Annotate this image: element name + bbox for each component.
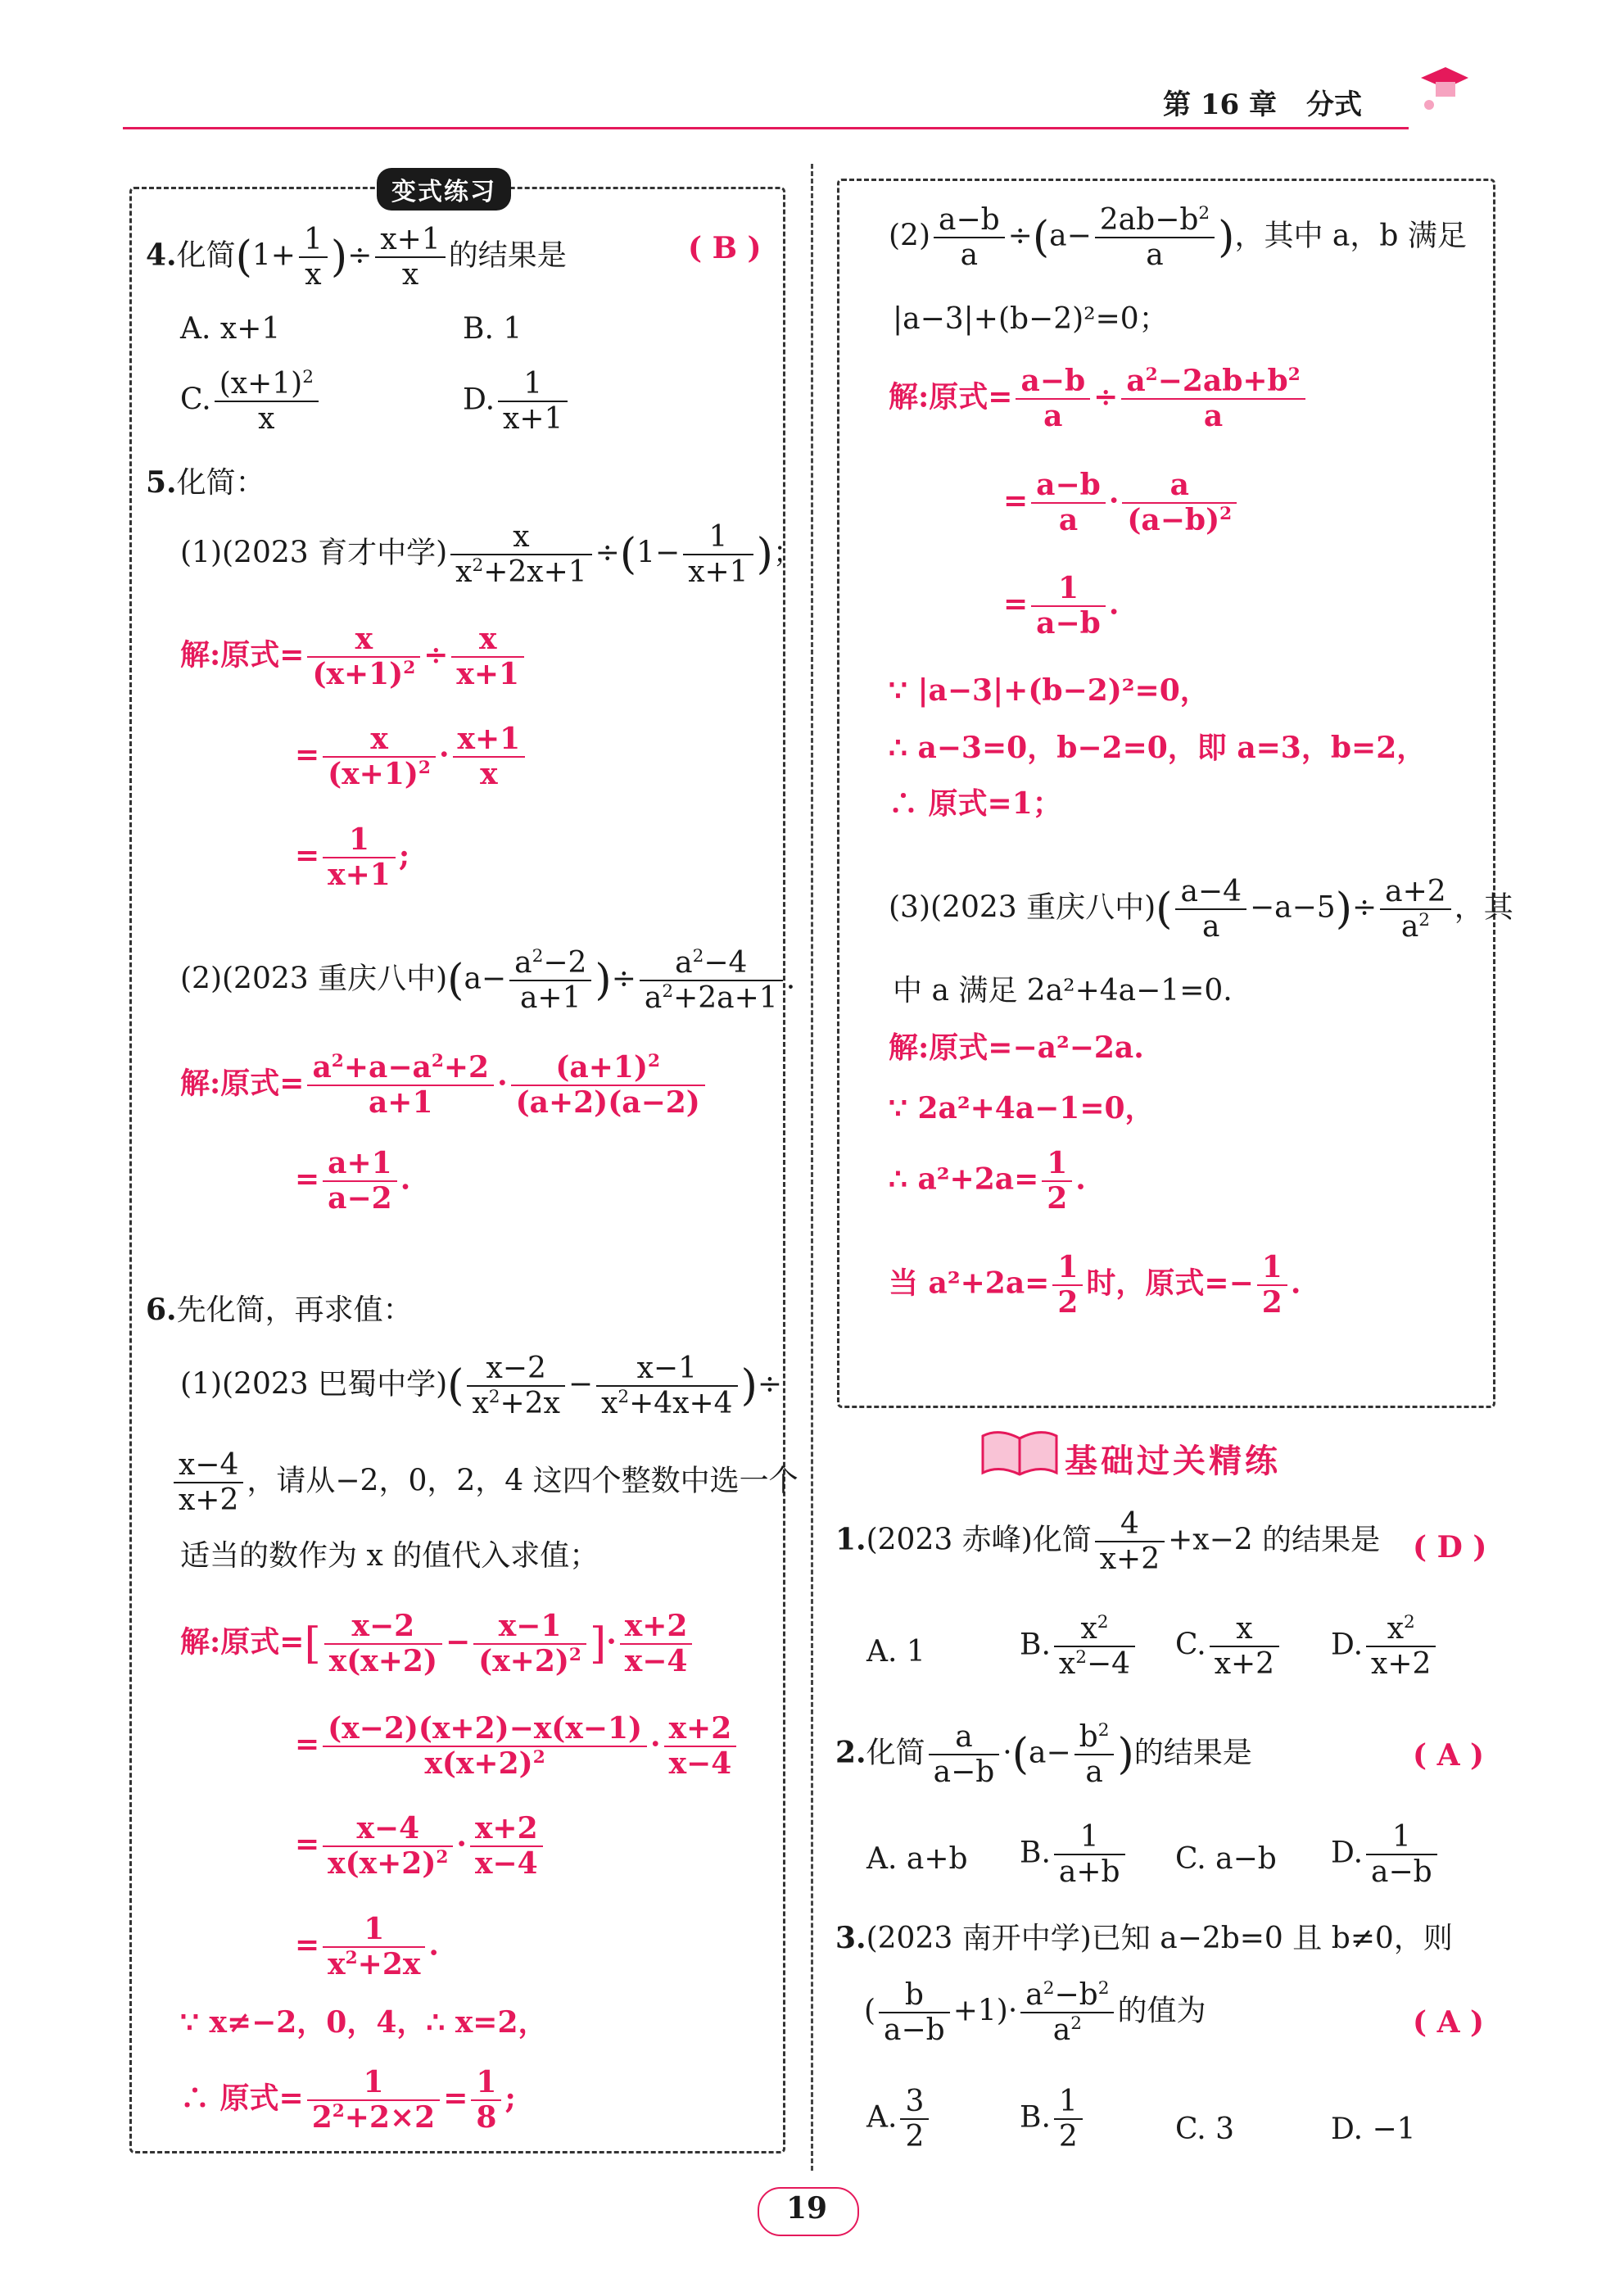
b3-option-a: A. $\frac{3}{2}$ bbox=[866, 2085, 932, 2154]
q4-option-c: C. $\frac{(x+1)^2}{x}$ bbox=[180, 367, 322, 437]
section-title: 基础过关精练 bbox=[1065, 1442, 1281, 1480]
column-divider bbox=[811, 164, 813, 2171]
chapter-label: 第 16 章 bbox=[1163, 88, 1277, 121]
q6-solution-4: = $\frac{1}{x^2+2x}$ . bbox=[295, 1912, 439, 1982]
rb-p3-step-1: ∵ 2a²+4a−1=0， bbox=[889, 1091, 1155, 1125]
rb-p3-step-2: ∴ a²+2a= $\frac{1}{2}$ . bbox=[889, 1146, 1086, 1216]
q6-title: 6.先化简，再求值： bbox=[146, 1293, 413, 1327]
rb-p2-step-2: ∴ a−3=0，b−2=0，即 a=3，b=2， bbox=[889, 731, 1427, 765]
b3-option-d: D. −1 bbox=[1331, 2113, 1416, 2146]
b3-option-b: B. $\frac{1}{2}$ bbox=[1020, 2085, 1086, 2154]
q4-line: 4.化简(1+ $\frac{1}{x}$ )÷ $\frac{x+1}{x}$ 的结果是 bbox=[146, 223, 567, 292]
q6-condition: ∵ x≠−2，0，4，∴ x=2， bbox=[180, 2005, 548, 2040]
rb-p2-step-3: ∴ 原式=1； bbox=[889, 786, 1062, 821]
b2-option-b: B. $\frac{1}{a+b}$ bbox=[1020, 1820, 1129, 1890]
b3-option-c: C. 3 bbox=[1175, 2113, 1235, 2146]
rb-part3-cond: 中 a 满足 2a²+4a−1=0. bbox=[893, 974, 1233, 1008]
rb-p2-solution-1: 解:原式= $\frac{a-b}{a}$ ÷ $\frac{a^2-2ab+b^2}{a}$ bbox=[889, 365, 1309, 434]
rb-part2: (2) $\frac{a-b}{a}$ ÷(a− $\frac{2ab-b^2}{a}$ )，其中 a，b 满足 bbox=[889, 203, 1467, 273]
q5-p2-solution-2: = $\frac{a+1}{a-2}$ . bbox=[295, 1146, 411, 1216]
b1-option-d: D. $\frac{x^2}{x+2}$ bbox=[1331, 1612, 1439, 1682]
rb-part2-cond: |a−3|+(b−2)²=0； bbox=[893, 302, 1169, 336]
b3-line2: ( $\frac{b}{a-b}$ +1)· $\frac{a^2-b^2}{a^2}$ 的值为 bbox=[864, 1978, 1206, 2048]
q6-part1: (1)(2023 巴蜀中学)( $\frac{x-2}{x^2+2x}$ − $\frac{x-1}{x^2+4x+4}$ )÷ bbox=[180, 1352, 783, 1421]
b1-answer: ( D ) bbox=[1413, 1530, 1487, 1565]
q5-part2: (2)(2023 重庆八中)(a− $\frac{a^2-2}{a+1}$ )÷ $\frac{a^2-4}{a^2+2a+1}$ . bbox=[180, 946, 796, 1016]
b2-line: 2.化简 $\frac{a}{a-b}$ ·(a− $\frac{b^2}{a}$ )的结果是 bbox=[835, 1720, 1252, 1790]
q5-p1-solution-1: 解:原式= $\frac{x}{(x+1)^2}$ ÷ $\frac{x}{x+1}$ bbox=[180, 623, 527, 692]
q6-solution-3: = $\frac{x-4}{x(x+2)^2}$ · $\frac{x+2}{x-4}$ bbox=[295, 1812, 546, 1882]
q4-answer: ( B ) bbox=[688, 231, 762, 265]
b2-answer: ( A ) bbox=[1413, 1738, 1485, 1773]
rb-p2-solution-3: = $\frac{1}{a-b}$ . bbox=[1003, 571, 1120, 641]
q4-option-b: B. 1 bbox=[463, 312, 523, 346]
b1-option-a: A. 1 bbox=[866, 1635, 925, 1669]
q6-solution-2: = $\frac{(x-2)(x+2)-x(x-1)}{x(x+2)^2}$ · $\frac{x+2}{x-4}$ bbox=[295, 1712, 740, 1782]
b2-option-d: D. $\frac{1}{a-b}$ bbox=[1331, 1820, 1441, 1890]
q6-part1-cont: $\frac{x-4}{x+2}$ ，请从−2，0，2，4 这四个整数中选一个 bbox=[170, 1448, 798, 1518]
b2-option-c: C. a−b bbox=[1175, 1842, 1277, 1876]
q5-title: 5.化简： bbox=[146, 465, 265, 500]
variant-practice-tag: 变式练习 bbox=[377, 168, 511, 211]
header-rule bbox=[123, 127, 1409, 129]
q4-option-d: D. $\frac{1}{x+1}$ bbox=[463, 367, 571, 437]
b1-line: 1.(2023 赤峰)化简 $\frac{4}{x+2}$ +x−2 的结果是 bbox=[835, 1507, 1381, 1577]
q5-part1: (1)(2023 育才中学) $\frac{x}{x^2+2x+1}$ ÷(1− $\frac{1}{x+1}$ )； bbox=[180, 520, 803, 590]
rb-p2-step-1: ∵ |a−3|+(b−2)²=0， bbox=[889, 673, 1210, 708]
chapter-title: 分式 bbox=[1306, 88, 1362, 121]
rb-part3: (3)(2023 重庆八中)( $\frac{a-4}{a}$ −a−5)÷ $\frac{a+2}{a^2}$ ，其 bbox=[889, 875, 1513, 944]
q6-solution-1: 解:原式=[ $\frac{x-2}{x(x+2)}$ − $\frac{x-1}{(x+2)^2}$ ]· $\frac{x+2}{x-4}$ bbox=[180, 1610, 695, 1679]
rb-p3-step-3: 当 a²+2a= $\frac{1}{2}$ 时，原式=− $\frac{1}{2}$ . bbox=[889, 1250, 1301, 1320]
book-icon bbox=[979, 1424, 1061, 1481]
q4-option-a: A. x+1 bbox=[180, 312, 281, 346]
q6-final: ∴ 原式= $\frac{1}{2^2+2\times 2}$ = $\frac{1}{8}$ ; bbox=[180, 2065, 516, 2135]
rb-p2-solution-2: = $\frac{a-b}{a}$ · $\frac{a}{(a-b)^2}$ bbox=[1003, 469, 1240, 538]
rb-p3-solution: 解:原式=−a²−2a. bbox=[889, 1030, 1144, 1065]
q6-part1-cont2: 适当的数作为 x 的值代入求值； bbox=[180, 1539, 599, 1573]
b1-option-b: B. $\frac{x^2}{x^2-4}$ bbox=[1020, 1612, 1138, 1682]
graduation-cap-icon bbox=[1413, 57, 1470, 115]
q5-p1-solution-3: = $\frac{1}{x+1}$ ; bbox=[295, 822, 410, 893]
q5-p1-solution-2: = $\frac{x}{(x+1)^2}$ · $\frac{x+1}{x}$ bbox=[295, 722, 528, 792]
b1-option-c: C. $\frac{x}{x+2}$ bbox=[1175, 1612, 1283, 1682]
b3-line: 3.(2023 南开中学)已知 a−2b=0 且 b≠0，则 bbox=[835, 1921, 1453, 1955]
q5-p2-solution-1: 解:原式= $\frac{a^2+a-a^2+2}{a+1}$ · $\frac{(a+1)^2}{(a+2)(a-2)}$ bbox=[180, 1051, 708, 1121]
b3-answer: ( A ) bbox=[1413, 2005, 1485, 2040]
b2-option-a: A. a+b bbox=[866, 1842, 968, 1876]
page-number: 19 bbox=[785, 2191, 828, 2226]
